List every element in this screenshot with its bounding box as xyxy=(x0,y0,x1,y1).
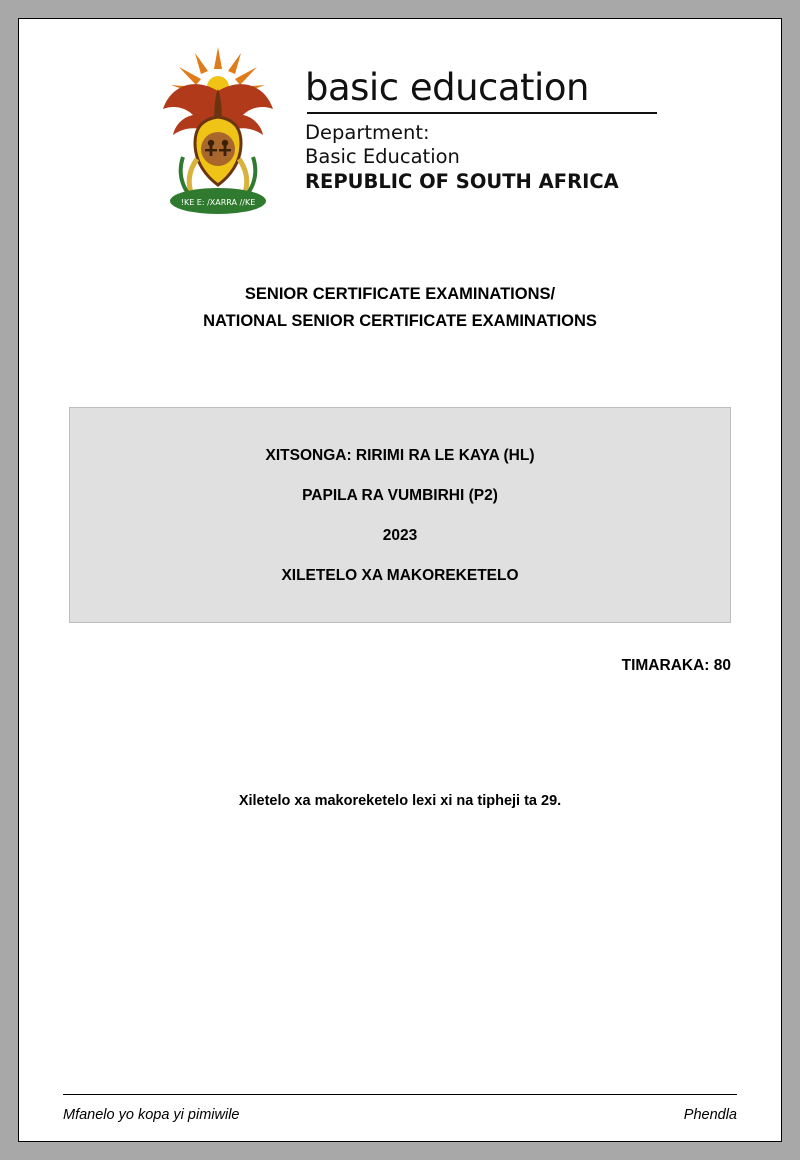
coat-of-arms-icon xyxy=(143,39,293,219)
page-title xyxy=(19,281,781,335)
total-marks: TIMARAKA: 80 xyxy=(621,657,731,675)
footer xyxy=(19,1107,781,1123)
paper-number: PAPILA RA VUMBIRHI (P2) xyxy=(302,487,498,505)
brand-underline xyxy=(307,112,657,114)
country-name: REPUBLIC OF SOUTH AFRICA xyxy=(305,169,619,193)
document-type: XILETELO XA MAKOREKETELO xyxy=(281,567,519,585)
footer-divider xyxy=(63,1094,737,1095)
department-label: Department: xyxy=(305,120,430,144)
document-header xyxy=(19,19,781,219)
footer-right-text: Phendla xyxy=(683,1107,737,1123)
page-count-note: Xiletelo xa makoreketelo lexi xi na tipheji ta 29. xyxy=(238,793,562,810)
department-wordmark xyxy=(305,39,657,194)
exam-year: 2023 xyxy=(382,527,418,545)
document-page xyxy=(18,18,782,1142)
exam-title-line-1: SENIOR CERTIFICATE EXAMINATIONS/ xyxy=(244,285,556,303)
department-name: Basic Education xyxy=(305,145,460,169)
svg-text:!KE E: /XARRA //KE: !KE E: /XARRA //KE xyxy=(180,198,256,207)
subject-name: XITSONGA: RIRIMI RA LE KAYA (HL) xyxy=(265,447,535,465)
exam-title-line-2: NATIONAL SENIOR CERTIFICATE EXAMINATIONS xyxy=(203,312,597,331)
footer-left-text: Mfanelo yo kopa yi pimiwile xyxy=(63,1107,240,1123)
subject-box xyxy=(69,407,731,623)
brand-title: basic education xyxy=(305,66,589,109)
